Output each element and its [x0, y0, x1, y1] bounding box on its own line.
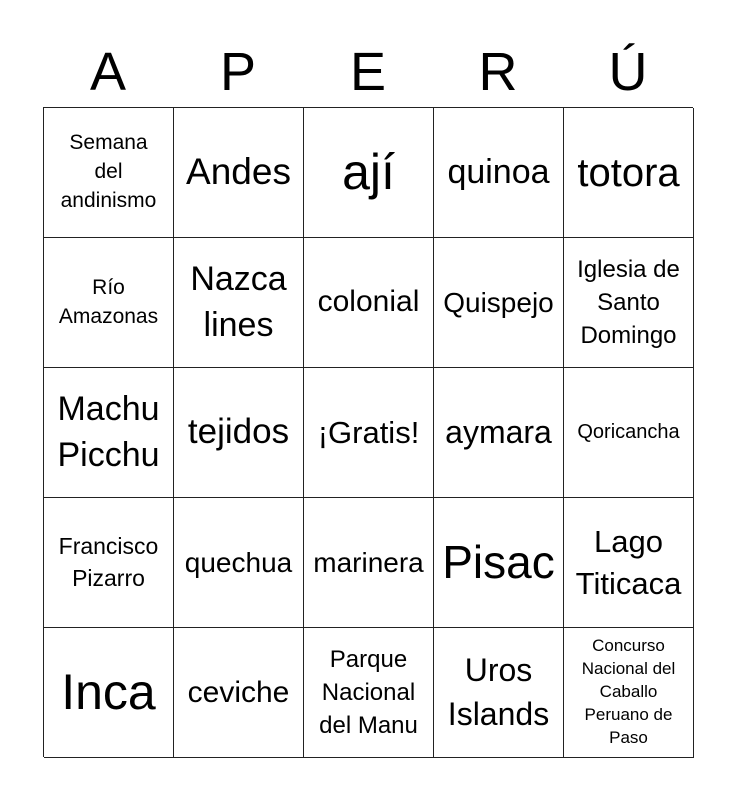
bingo-cell-nazca-lines[interactable] [174, 238, 304, 368]
bingo-cell-aymara[interactable] [434, 368, 564, 498]
bingo-cell-quinoa[interactable] [434, 108, 564, 238]
bingo-cell-qoricancha[interactable] [564, 368, 694, 498]
cell-label: Francisco Pizarro [58, 532, 159, 591]
cell-label: aymara [445, 413, 552, 450]
cell-label: Nazca lines [190, 259, 287, 344]
cell-label: marinera [313, 546, 424, 578]
header-letter-r: R [478, 42, 518, 102]
bingo-header [43, 38, 693, 106]
bingo-cell-rio-amazonas[interactable] [44, 238, 174, 368]
cell-label: Parque Nacional del Manu [319, 645, 418, 740]
bingo-cell-pisac[interactable] [434, 498, 564, 628]
bingo-cell-quispejo[interactable] [434, 238, 564, 368]
cell-label: Concurso Nacional del Caballo Peruano de Paso [581, 636, 676, 747]
cell-label: quinoa [447, 152, 550, 191]
cell-label: tejidos [187, 412, 290, 452]
header-letter-a: A [89, 42, 127, 102]
cell-label: ¡Gratis! [317, 414, 420, 450]
bingo-cell-colonial[interactable] [304, 238, 434, 368]
header-letter-e: E [349, 42, 387, 102]
cell-label: Río Amazonas [58, 275, 159, 328]
bingo-cell-concurso-nacional-del-caballo-peruano-de-paso[interactable] [564, 628, 694, 758]
cell-label: Inca [61, 663, 156, 720]
bingo-cell-gratis[interactable] [304, 368, 434, 498]
bingo-board [43, 107, 693, 757]
cell-label: Quispejo [443, 286, 554, 318]
cell-label: Pisac [442, 536, 555, 589]
bingo-cell-uros-islands[interactable] [434, 628, 564, 758]
bingo-cell-machu-picchu[interactable] [44, 368, 174, 498]
cell-label: Iglesia de Santo Domingo [577, 255, 680, 350]
bingo-cell-francisco-pizarro[interactable] [44, 498, 174, 628]
bingo-cell-lago-titicaca[interactable] [564, 498, 694, 628]
bingo-cell-inca[interactable] [44, 628, 174, 758]
bingo-cell-totora[interactable] [564, 108, 694, 238]
cell-label: Semana del andinismo [60, 131, 157, 212]
cell-label: totora [577, 150, 680, 195]
bingo-cell-andes[interactable] [174, 108, 304, 238]
bingo-cell-aji[interactable] [304, 108, 434, 238]
bingo-cell-iglesia-de-santo-domingo[interactable] [564, 238, 694, 368]
cell-label: ají [342, 143, 395, 200]
cell-label: Uros Islands [447, 652, 550, 732]
bingo-cell-parque-nacional-del-manu[interactable] [304, 628, 434, 758]
cell-label: Andes [186, 151, 291, 193]
bingo-cell-marinera[interactable] [304, 498, 434, 628]
cell-label: Lago Titicaca [575, 523, 682, 601]
bingo-cell-ceviche[interactable] [174, 628, 304, 758]
bingo-cell-quechua[interactable] [174, 498, 304, 628]
cell-label: Qoricancha [577, 421, 680, 443]
bingo-cell-tejidos[interactable] [174, 368, 304, 498]
cell-label: colonial [317, 285, 420, 319]
cell-label: quechua [184, 546, 293, 578]
header-letter-u: Ú [608, 42, 648, 102]
bingo-cell-semana-del-andinismo[interactable] [44, 108, 174, 238]
cell-label: Machu Picchu [57, 389, 160, 474]
header-letter-p: P [219, 42, 257, 102]
cell-label: ceviche [187, 675, 290, 709]
